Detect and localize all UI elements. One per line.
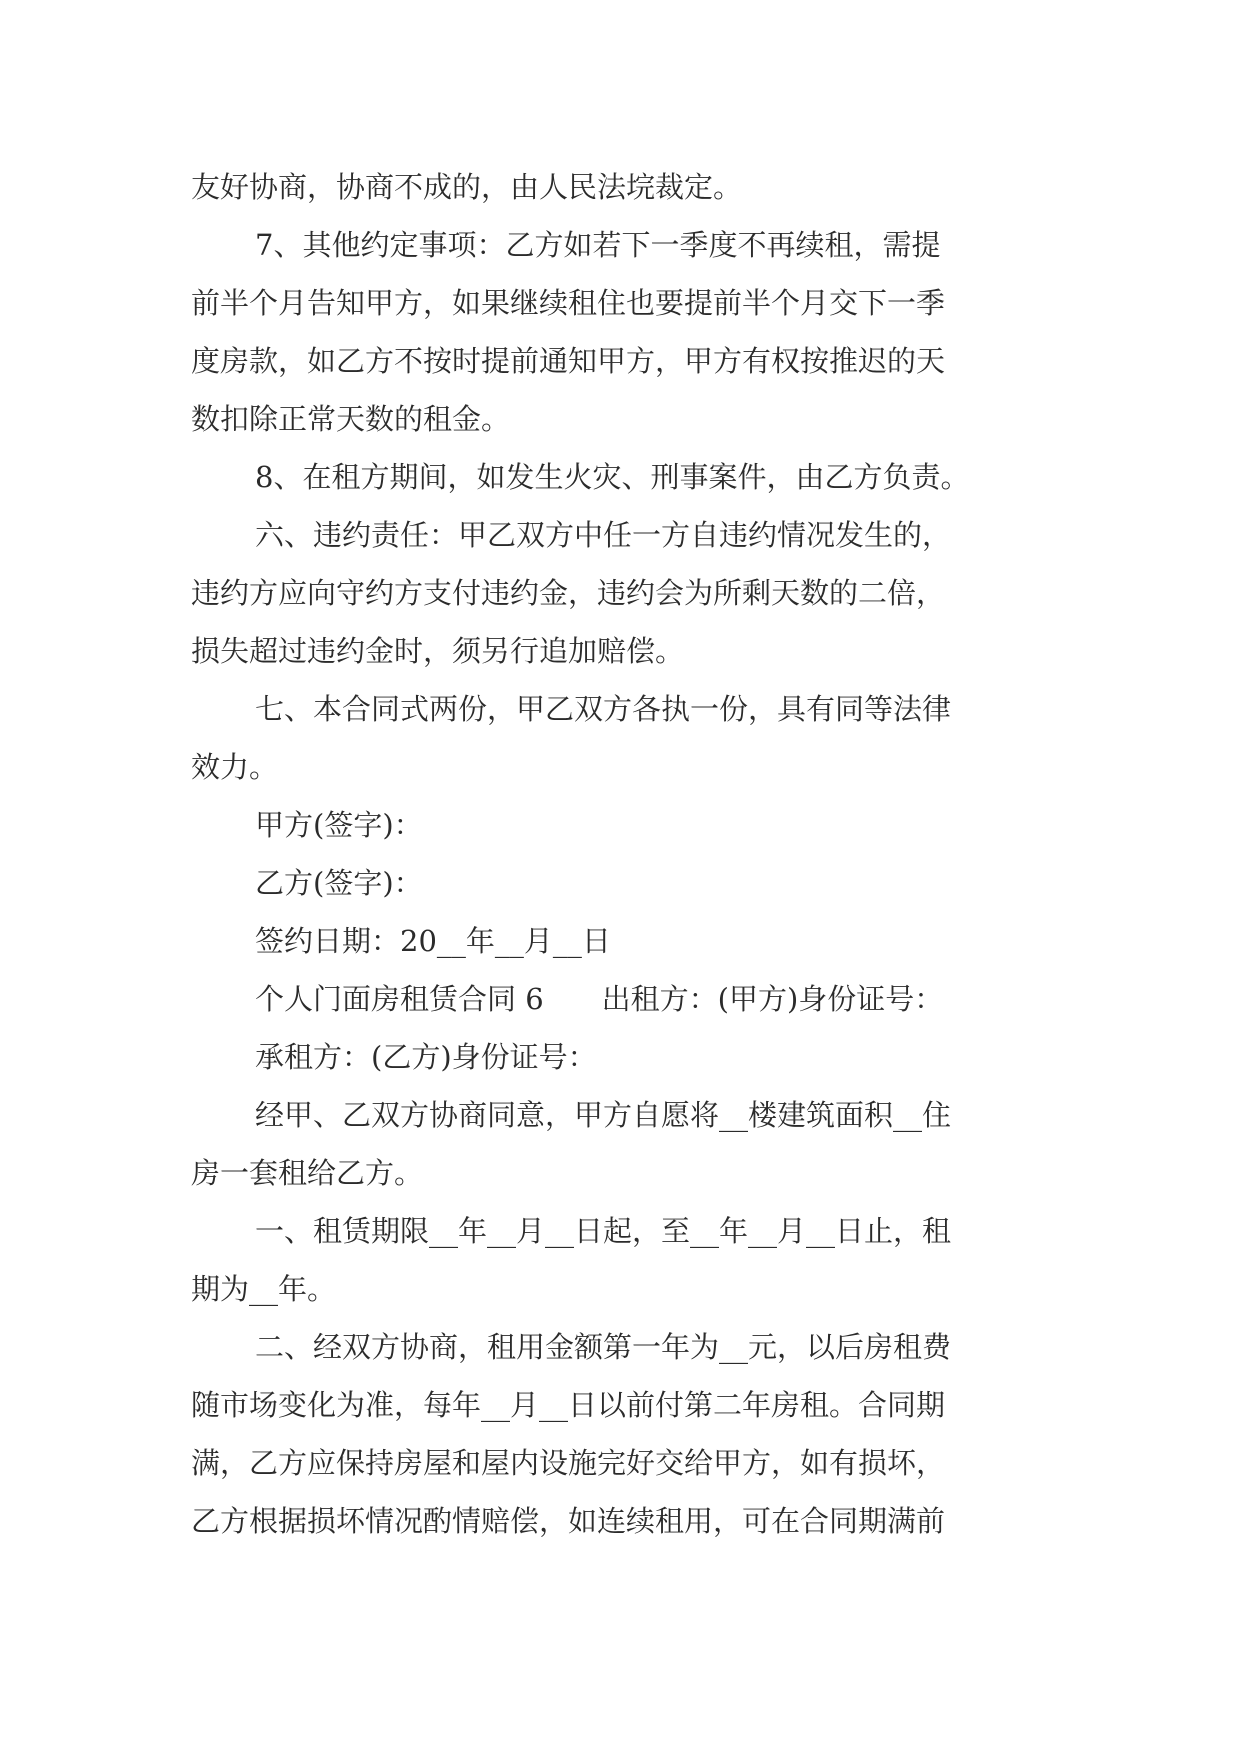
text-line: 随市场变化为准，每年__月__日以前付第二年房租。合同期: [191, 1388, 946, 1422]
text-line: 一、租赁期限__年__月__日起，至__年__月__日止，租: [255, 1214, 952, 1248]
text-line: 度房款，如乙方不按时提前通知甲方，甲方有权按推迟的天: [191, 344, 946, 378]
text-line: 损失超过违约金时，须另行追加赔偿。: [191, 634, 685, 668]
signing-date-line: 签约日期：20__年__月__日: [255, 924, 611, 958]
document-body: [191, 158, 1071, 1550]
text-line: 期为__年。: [191, 1272, 337, 1306]
signature-line-party-b: 乙方(签字)：: [255, 866, 423, 900]
text-line: 友好协商，协商不成的，由人民法垸裁定。: [191, 170, 743, 204]
lessee-id-label: 承租方：(乙方)身份证号：: [255, 1040, 597, 1074]
contract-heading-line: [191, 970, 1071, 1028]
text-line: 二、经双方协商，租用金额第一年为__元，以后房租费: [255, 1330, 952, 1364]
text-line: 六、违约责任：甲乙双方中任一方自违约情况发生的，: [255, 518, 952, 552]
text-line: 房一套租给乙方。: [191, 1156, 424, 1190]
text-line: 效力。: [191, 750, 279, 784]
signature-line-party-a: 甲方(签字)：: [255, 808, 423, 842]
text-line: 七、本合同式两份，甲乙双方各执一份，具有同等法律: [255, 692, 952, 726]
text-line: 违约方应向守约方支付违约金，违约会为所剩天数的二倍，: [191, 576, 946, 610]
contract-title: 个人门面房租赁合同 6: [255, 982, 544, 1016]
text-line: 7、其他约定事项：乙方如若下一季度不再续租，需提: [255, 228, 941, 262]
text-line: 经甲、乙双方协商同意，甲方自愿将__楼建筑面积__住: [255, 1098, 952, 1132]
text-line: 8、在租方期间，如发生火灾、刑事案件，由乙方负责。: [255, 460, 970, 494]
lessor-id-label: 出租方：(甲方)身份证号：: [601, 982, 944, 1016]
text-line: 前半个月告知甲方，如果继续租住也要提前半个月交下一季: [191, 286, 946, 320]
text-line: 数扣除正常天数的租金。: [191, 402, 511, 436]
text-line: 满，乙方应保持房屋和屋内设施完好交给甲方，如有损坏，: [191, 1446, 946, 1480]
text-line: 乙方根据损坏情况酌情赔偿，如连续租用，可在合同期满前: [191, 1504, 946, 1538]
